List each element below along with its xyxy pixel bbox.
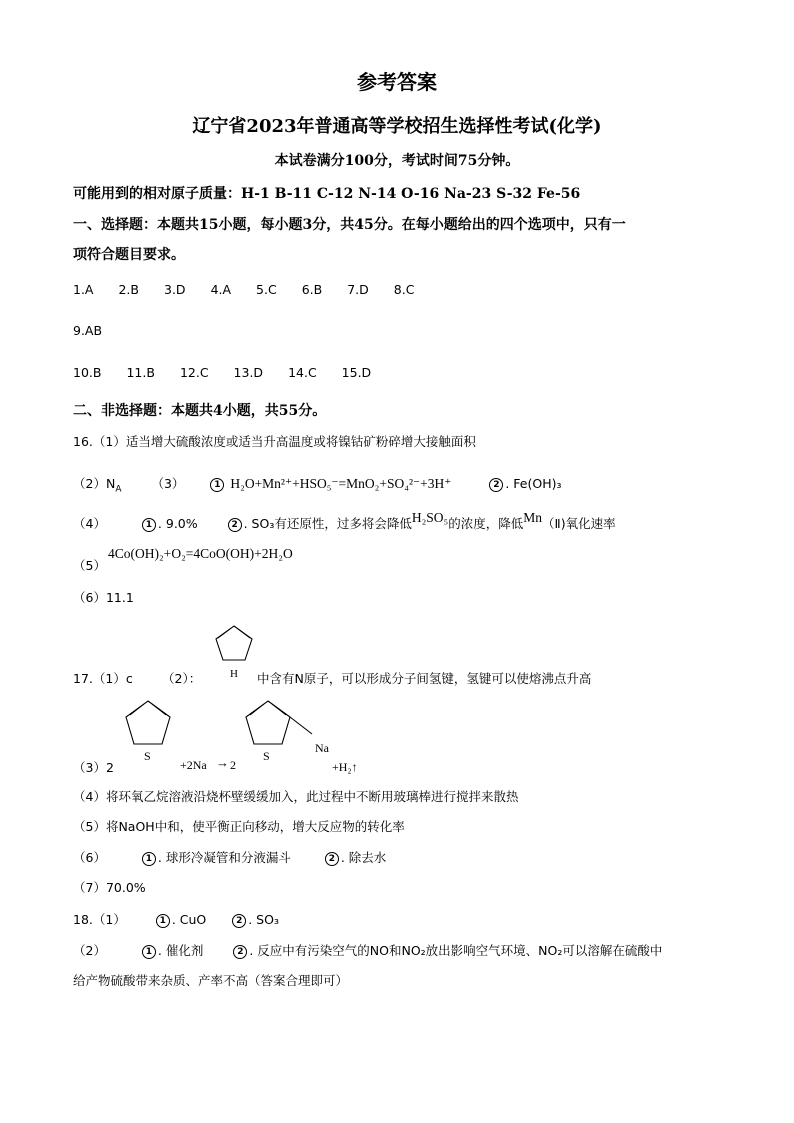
exam-info: 本试卷满分100分，考试时间75分钟。 — [274, 153, 520, 169]
q17-part5: （5）将NaOH中和，使平衡正向移动，增大反应物的转化率 — [73, 819, 405, 834]
section1-heading-line2: 项符合题目要求。 — [73, 247, 185, 263]
double-bond — [218, 629, 230, 638]
q16-part4 — [73, 510, 616, 532]
q16-part5-label: （5） — [73, 558, 106, 573]
q16-part5-equation: 4Co(OH)₂+O₂=4CoO(OH)+2H₂O — [108, 546, 293, 561]
q16-part3-answer2: . Fe(OH)₃ — [505, 476, 562, 491]
answer-item: 15.D — [341, 365, 372, 380]
circled-number: 1 — [142, 945, 156, 959]
q17-part6-answer1: . 球形冷凝管和分液漏斗 — [157, 850, 291, 865]
answer-item: 5.C — [256, 282, 277, 297]
q16-part4-answer1: . 9.0% — [157, 516, 198, 531]
circled-number: 1 — [156, 914, 170, 928]
answers-row-2 — [73, 323, 127, 338]
q16-part2-label: （2）N — [73, 476, 116, 491]
answer-item: 2.B — [118, 282, 139, 297]
q16-part4-answer2c: （Ⅱ)氧化速率 — [542, 516, 616, 531]
q18-part2-label: （2） — [73, 943, 106, 958]
answers-row-3 — [73, 365, 396, 380]
circled-number: 1 — [142, 852, 156, 866]
answer-item: 11.B — [126, 365, 155, 380]
q16-part3-equation: H₂O+Mn²⁺+HSO₅⁻=MnO₂+SO₄²⁻+3H⁺ — [230, 476, 452, 491]
q17-part6-answer2: . 除去水 — [340, 850, 387, 865]
circled-number: 2 — [228, 518, 242, 532]
plus-2na: +2Na — [180, 758, 207, 772]
thiophene-ring — [126, 701, 170, 744]
atomic-masses: 可能用到的相对原子质量：H-1 B-11 C-12 N-14 O-16 Na-23 S-32 Fe-56 — [73, 186, 581, 202]
q18-part2-answer2: . 反应中有污染空气的NO和NO₂放出影响空气环境、NO₂可以溶解在硫酸中 — [249, 943, 663, 958]
sulfur-label: S — [263, 749, 270, 763]
q17-part4: （4）将环氧乙烷溶液沿烧杯壁缓缓加入，此过程中不断用玻璃棒进行搅拌来散热 — [73, 789, 519, 804]
answer-item: 14.C — [288, 365, 317, 380]
double-bond — [130, 704, 144, 715]
q16-part3-label: （3） — [151, 476, 185, 491]
answer-item: 9.AB — [73, 323, 103, 338]
q16-part4-mn: Mn — [523, 510, 543, 525]
answer-item: 7.D — [347, 282, 369, 297]
double-bond — [238, 629, 250, 638]
answer-item: 12.C — [179, 365, 209, 380]
q16-part1: 16.（1）适当增大硫酸浓度或适当升高温度或将镍钴矿粉碎增大接触面积 — [73, 434, 476, 449]
circled-number: 2 — [232, 914, 246, 928]
answer-item: 3.D — [164, 282, 186, 297]
q17-part6 — [73, 848, 386, 866]
q16-part4-answer2b: 的浓度，降低 — [448, 516, 524, 531]
exam-subtitle: 辽宁省2023年普通高等学校招生选择性考试(化学) — [192, 116, 602, 137]
answer-item: 6.B — [301, 282, 323, 297]
q16-part2-sub: A — [115, 484, 122, 495]
q17-part1: 17.（1）c — [73, 671, 133, 686]
section2-heading: 二、非选择题：本题共4小题，共55分。 — [73, 403, 327, 419]
answer-item: 4.A — [210, 282, 232, 297]
double-bond — [272, 704, 286, 715]
sodium-label: Na — [315, 741, 329, 755]
section1-heading-line1: 一、选择题：本题共15小题，每小题3分，共45分。在每小题给出的四个选项中，只有一 — [73, 217, 626, 233]
q18-part2-line2: 给产物硫酸带来杂质、产率不高（答案合理即可） — [73, 973, 349, 988]
c-na-bond — [290, 717, 312, 734]
sulfur-label: S — [144, 749, 151, 763]
answer-item: 8.C — [393, 282, 415, 297]
thiophene-reaction — [112, 694, 392, 776]
page-title: 参考答案 — [357, 70, 437, 94]
q17-part2-label: （2）： — [162, 671, 202, 686]
answer-item: 13.D — [233, 365, 264, 380]
double-bond — [152, 704, 166, 715]
answer-item: 1.A — [73, 282, 94, 297]
q17-part3-label: （3）2 — [73, 760, 114, 775]
thiophene-ring — [246, 701, 290, 744]
pyrrole-h-label: H — [230, 668, 238, 680]
q16-part4-formula: H₂SO₅ — [411, 510, 449, 525]
q16-part4-label: （4） — [73, 516, 106, 531]
coefficient-2: 2 — [230, 758, 236, 772]
q18-part1 — [73, 910, 279, 928]
q16-part6: （6）11.1 — [73, 590, 134, 605]
pyrrole-ring — [216, 626, 252, 660]
circled-number: 2 — [325, 852, 339, 866]
q17-part6-label: （6） — [73, 850, 106, 865]
q18-part1-label: 18.（1） — [73, 912, 126, 927]
q18-part2-answer1: . 催化剂 — [157, 943, 204, 958]
q18-part2 — [73, 941, 662, 959]
answer-item: 10.B — [73, 365, 102, 380]
q18-part1-answer2: . SO₃ — [248, 912, 279, 927]
q18-part1-answer1: . CuO — [171, 912, 207, 927]
q16-part2-3 — [73, 474, 562, 495]
circled-number: 1 — [142, 518, 156, 532]
circled-number: 2 — [233, 945, 247, 959]
q16-part4-answer2a: . SO₃有还原性，过多将会降低 — [243, 516, 412, 531]
circled-number: 1 — [210, 478, 224, 492]
circled-number: 2 — [489, 478, 503, 492]
answers-row-1 — [73, 282, 439, 297]
q17-part7: （7）70.0% — [73, 880, 146, 895]
plus-h2-gas: +H₂↑ — [332, 760, 358, 774]
reaction-arrow: → — [216, 755, 229, 770]
pyrrole-structure — [208, 620, 260, 682]
double-bond — [250, 704, 264, 715]
q17-part2-text: 中含有N原子，可以形成分子间氢键，氢键可以使熔沸点升高 — [257, 671, 592, 686]
